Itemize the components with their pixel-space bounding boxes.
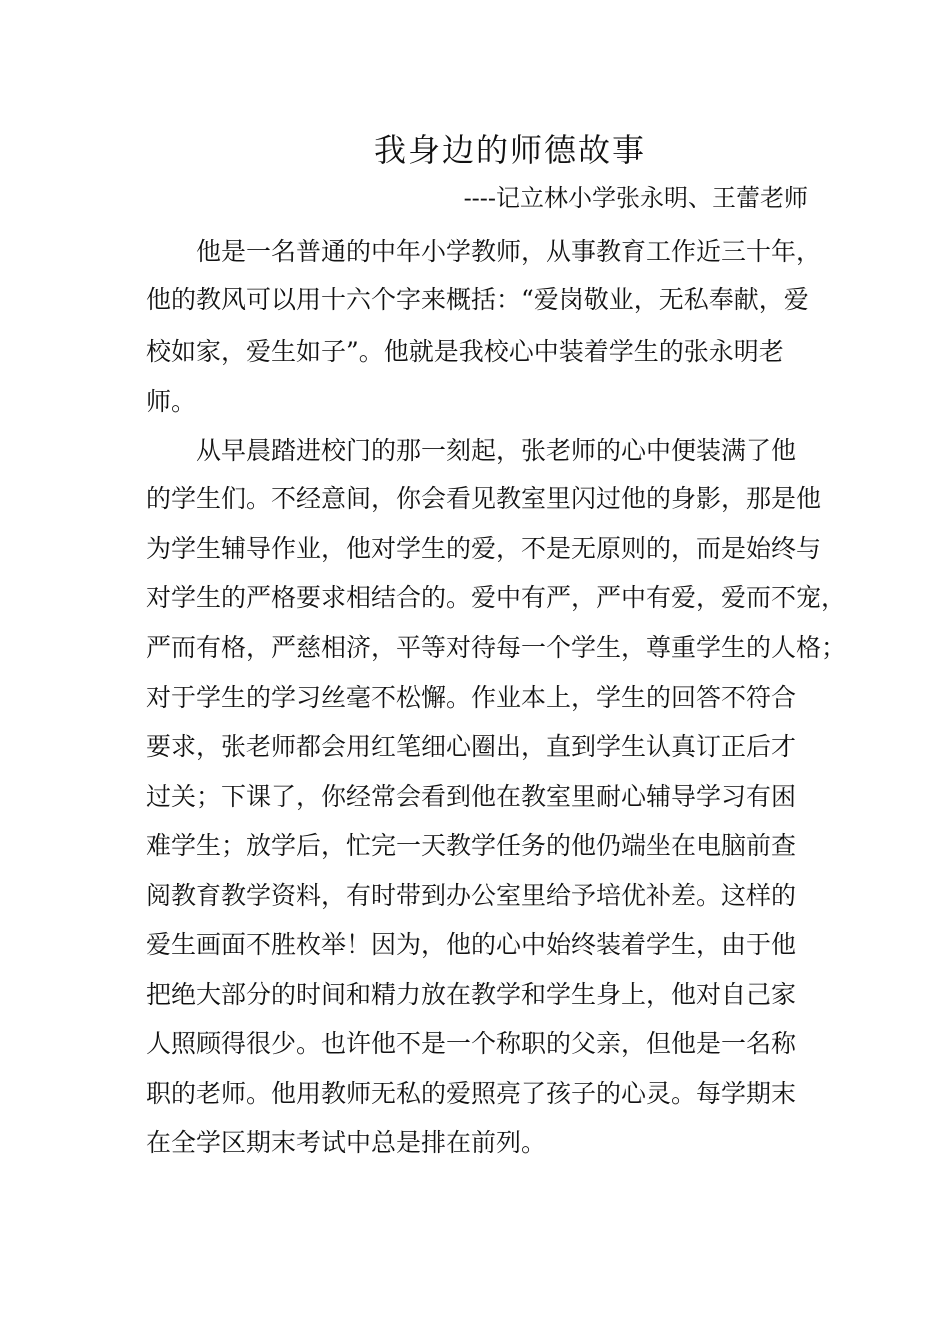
paragraph-line: 的学生们。不经意间，你会看见教室里闪过他的身影，那是他: [146, 484, 822, 513]
paragraph-line: 在全学区期末考试中总是排在前列。: [146, 1128, 547, 1157]
paragraph-line: 师。: [146, 387, 197, 416]
paragraph-line: 他的教风可以用十六个字来概括：“爱岗敬业，无私奉献，爱: [146, 285, 809, 314]
paragraph-line: 严而有格，严慈相济，平等对待每一个学生，尊重学生的人格；: [146, 633, 847, 662]
paragraph-line: 人照顾得很少。也许他不是一个称职的父亲，但他是一名称: [146, 1029, 797, 1058]
paragraph-line: 职的老师。他用教师无私的爱照亮了孩子的心灵。每学期末: [146, 1079, 797, 1108]
paragraph-line: 他是一名普通的中年小学教师，从事教育工作近三十年，: [196, 237, 822, 266]
paragraph-line: 从早晨踏进校门的那一刻起，张老师的心中便装满了他: [196, 436, 797, 465]
paragraph-line: 为学生辅导作业，他对学生的爱，不是无原则的，而是始终与: [146, 534, 822, 563]
paragraph-line: 过关；下课了，你经常会看到他在教室里耐心辅导学习有困: [146, 782, 797, 811]
paragraph-line: 阅教育教学资料，有时带到办公室里给予培优补差。这样的: [146, 881, 797, 910]
paragraph-line: 爱生画面不胜枚举！因为，他的心中始终装着学生，由于他: [146, 930, 797, 959]
paragraph-line: 对于学生的学习丝毫不松懈。作业本上，学生的回答不符合: [146, 683, 797, 712]
paragraph-line: 把绝大部分的时间和精力放在教学和学生身上，他对自己家: [146, 980, 797, 1009]
paragraph-line: 对学生的严格要求相结合的。爱中有严，严中有爱，爱而不宠，: [146, 583, 847, 612]
paragraph-line: 难学生；放学后，忙完一天教学任务的他仍端坐在电脑前查: [146, 831, 797, 860]
paragraph-line: 要求，张老师都会用红笔细心圈出，直到学生认真订正后才: [146, 732, 797, 761]
page-subtitle: ----记立林小学张永明、王蕾老师: [463, 184, 808, 212]
paragraph-line: 校如家，爱生如子”。他就是我校心中装着学生的张永明老: [146, 337, 784, 366]
page-title: 我身边的师德故事: [373, 131, 646, 169]
